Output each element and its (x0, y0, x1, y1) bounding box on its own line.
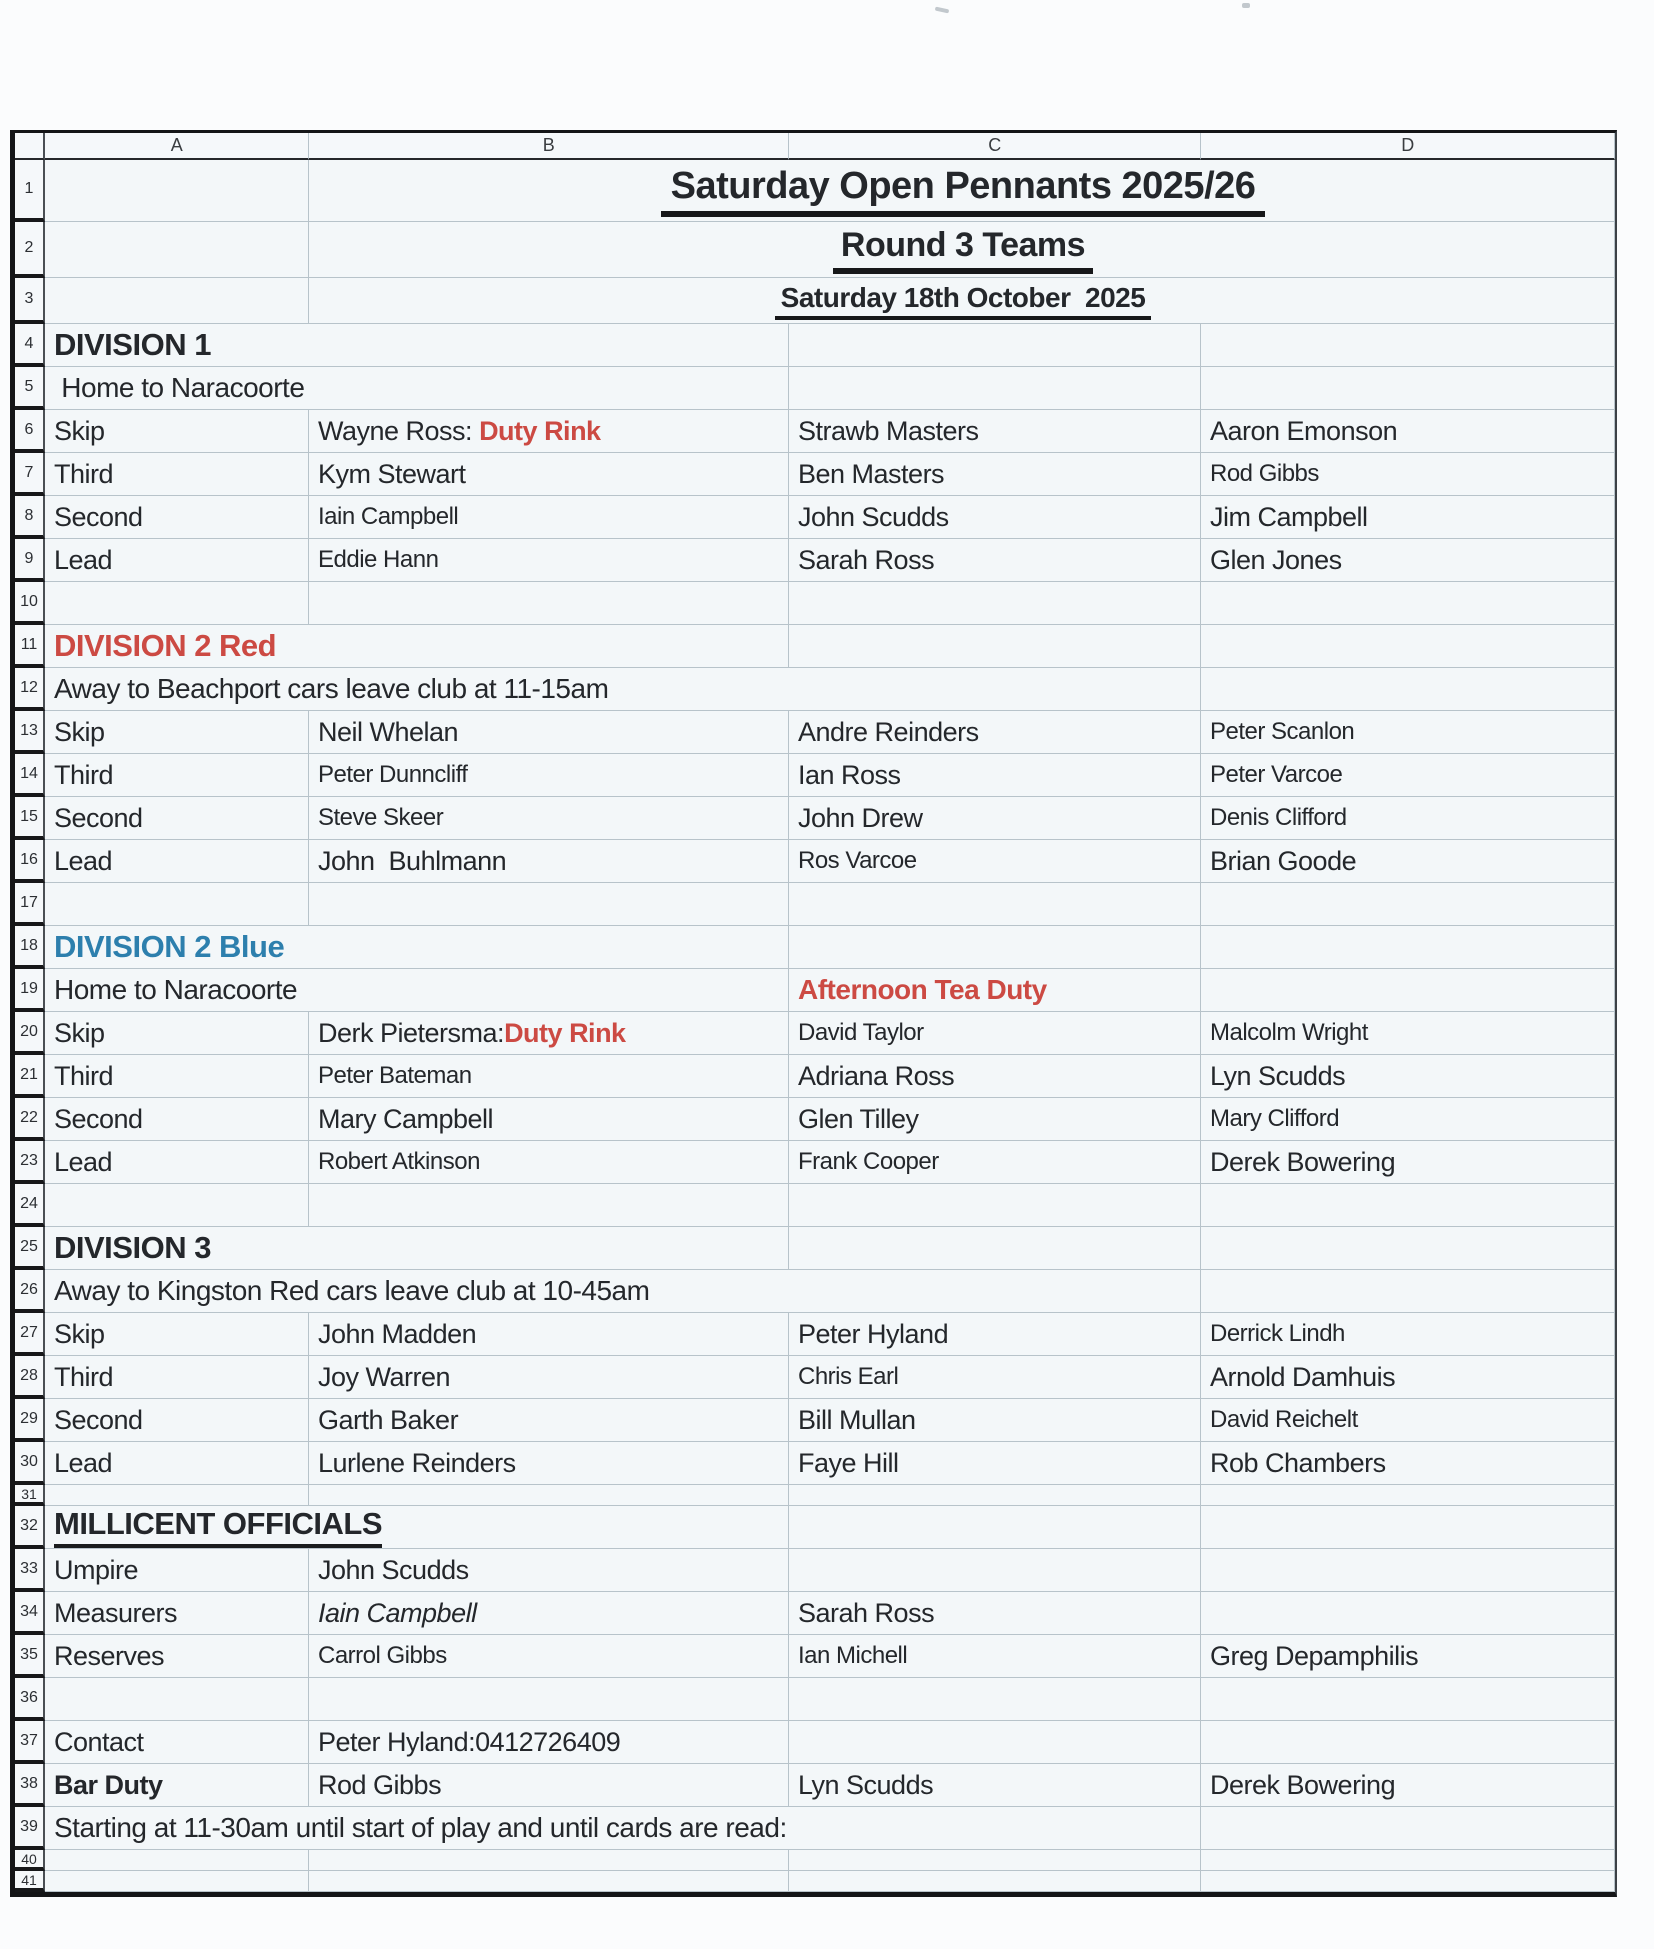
sheet-row-18 (15, 926, 1615, 969)
cell-a6: Skip (45, 410, 309, 453)
cell-d21: Lyn Scudds (1201, 1055, 1615, 1098)
cell-b13: Neil Whelan (309, 711, 789, 754)
row-number: 21 (15, 1055, 45, 1098)
cell-d37 (1201, 1721, 1615, 1764)
sheet-row-36 (15, 1678, 1615, 1721)
cell-b21: Peter Bateman (309, 1055, 789, 1098)
cell-c20: David Taylor (789, 1012, 1201, 1055)
cell-b29: Garth Baker (309, 1399, 789, 1442)
cell-a36 (45, 1678, 309, 1721)
sheet-row-25 (15, 1227, 1615, 1270)
cell-c8: John Scudds (789, 496, 1201, 539)
cell-d38: Derek Bowering (1201, 1764, 1615, 1807)
row-number: 19 (15, 969, 45, 1012)
cell-d22: Mary Clifford (1201, 1098, 1615, 1141)
row-number: 3 (15, 278, 45, 324)
cell-d32 (1201, 1506, 1615, 1549)
cell-d35: Greg Depamphilis (1201, 1635, 1615, 1678)
cell-b17 (309, 883, 789, 926)
row-number: 10 (15, 582, 45, 625)
cell-a15: Second (45, 797, 309, 840)
column-header-c: C (789, 133, 1201, 160)
column-header-b: B (309, 133, 789, 160)
row-number: 34 (15, 1592, 45, 1635)
cell-c38: Lyn Scudds (789, 1764, 1201, 1807)
cell-d30: Rob Chambers (1201, 1442, 1615, 1485)
cell-d33 (1201, 1549, 1615, 1592)
cell-a24 (45, 1184, 309, 1227)
cell-d24 (1201, 1184, 1615, 1227)
cell-d19 (1201, 969, 1615, 1012)
cell-ab11: DIVISION 2 Red (45, 625, 789, 668)
cell-a1 (45, 160, 309, 222)
cell-d20: Malcolm Wright (1201, 1012, 1615, 1055)
sheet-row-31 (15, 1485, 1615, 1506)
cell-d39 (1201, 1807, 1615, 1850)
row-number: 4 (15, 324, 45, 367)
cell-c18 (789, 926, 1201, 969)
cell-b35: Carrol Gibbs (309, 1635, 789, 1678)
sheet-row-10 (15, 582, 1615, 625)
cell-b40 (309, 1850, 789, 1871)
cell-d15: Denis Clifford (1201, 797, 1615, 840)
row-number: 31 (15, 1485, 45, 1506)
row-number: 20 (15, 1012, 45, 1055)
row-number: 25 (15, 1227, 45, 1270)
cell-c21: Adriana Ross (789, 1055, 1201, 1098)
cell-a21: Third (45, 1055, 309, 1098)
cell-d29: David Reichelt (1201, 1399, 1615, 1442)
cell-c11 (789, 625, 1201, 668)
sheet-row-19 (15, 969, 1615, 1012)
row-number: 26 (15, 1270, 45, 1313)
cell-d14: Peter Varcoe (1201, 754, 1615, 797)
cell-c32 (789, 1506, 1201, 1549)
sheet-row-17 (15, 883, 1615, 926)
cell-d18 (1201, 926, 1615, 969)
sheet-grid (15, 160, 1615, 1892)
sheet-row-24 (15, 1184, 1615, 1227)
cell-b23: Robert Atkinson (309, 1141, 789, 1184)
row-number: 11 (15, 625, 45, 668)
cell-d7: Rod Gibbs (1201, 453, 1615, 496)
cell-d27: Derrick Lindh (1201, 1313, 1615, 1356)
sheet-row-21 (15, 1055, 1615, 1098)
cell-b10 (309, 582, 789, 625)
cell-d6: Aaron Emonson (1201, 410, 1615, 453)
sheet-row-11 (15, 625, 1615, 668)
cell-b16: John Buhlmann (309, 840, 789, 883)
cell-bd3: Saturday 18th October 2025 (309, 278, 1615, 324)
sheet-row-5 (15, 367, 1615, 410)
cell-c19: Afternoon Tea Duty (789, 969, 1201, 1012)
cell-c24 (789, 1184, 1201, 1227)
sheet-row-14 (15, 754, 1615, 797)
row-number: 22 (15, 1098, 45, 1141)
cell-c25 (789, 1227, 1201, 1270)
cell-ab18: DIVISION 2 Blue (45, 926, 789, 969)
sheet-row-4 (15, 324, 1615, 367)
sheet-row-8 (15, 496, 1615, 539)
cell-a35: Reserves (45, 1635, 309, 1678)
cell-b27: John Madden (309, 1313, 789, 1356)
cell-d34 (1201, 1592, 1615, 1635)
cell-b24 (309, 1184, 789, 1227)
row-number: 7 (15, 453, 45, 496)
cell-c22: Glen Tilley (789, 1098, 1201, 1141)
cell-c15: John Drew (789, 797, 1201, 840)
row-number: 14 (15, 754, 45, 797)
cell-c9: Sarah Ross (789, 539, 1201, 582)
cell-a8: Second (45, 496, 309, 539)
cell-a37: Contact (45, 1721, 309, 1764)
row-number: 39 (15, 1807, 45, 1850)
cell-d41 (1201, 1871, 1615, 1892)
sheet-row-30 (15, 1442, 1615, 1485)
row-number: 9 (15, 539, 45, 582)
scan-artifact (1242, 3, 1250, 8)
cell-b14: Peter Dunncliff (309, 754, 789, 797)
cell-c41 (789, 1871, 1201, 1892)
cell-d12 (1201, 668, 1615, 711)
cell-b28: Joy Warren (309, 1356, 789, 1399)
sheet-row-22 (15, 1098, 1615, 1141)
cell-a29: Second (45, 1399, 309, 1442)
cell-c14: Ian Ross (789, 754, 1201, 797)
cell-b8: Iain Campbell (309, 496, 789, 539)
cell-c4 (789, 324, 1201, 367)
row-number: 6 (15, 410, 45, 453)
sheet-row-13 (15, 711, 1615, 754)
cell-d5 (1201, 367, 1615, 410)
cell-d36 (1201, 1678, 1615, 1721)
column-header-row (15, 133, 1615, 160)
cell-a10 (45, 582, 309, 625)
cell-a20: Skip (45, 1012, 309, 1055)
cell-a3 (45, 278, 309, 324)
cell-c37 (789, 1721, 1201, 1764)
cell-a41 (45, 1871, 309, 1892)
cell-c30: Faye Hill (789, 1442, 1201, 1485)
sheet-row-15 (15, 797, 1615, 840)
sheet-row-39 (15, 1807, 1615, 1850)
cell-a16: Lead (45, 840, 309, 883)
cell-c16: Ros Varcoe (789, 840, 1201, 883)
row-number: 30 (15, 1442, 45, 1485)
cell-a2 (45, 222, 309, 278)
cell-b9: Eddie Hann (309, 539, 789, 582)
row-number: 40 (15, 1850, 45, 1871)
cell-c36 (789, 1678, 1201, 1721)
row-number: 1 (15, 160, 45, 222)
row-number: 29 (15, 1399, 45, 1442)
sheet-row-28 (15, 1356, 1615, 1399)
cell-b41 (309, 1871, 789, 1892)
cell-a34: Measurers (45, 1592, 309, 1635)
cell-ab4: DIVISION 1 (45, 324, 789, 367)
cell-c40 (789, 1850, 1201, 1871)
sheet-row-35 (15, 1635, 1615, 1678)
row-number: 36 (15, 1678, 45, 1721)
sheet-row-27 (15, 1313, 1615, 1356)
cell-ab19: Home to Naracoorte (45, 969, 789, 1012)
row-number: 38 (15, 1764, 45, 1807)
cell-a38: Bar Duty (45, 1764, 309, 1807)
cell-b30: Lurlene Reinders (309, 1442, 789, 1485)
cell-c34: Sarah Ross (789, 1592, 1201, 1635)
row-number: 5 (15, 367, 45, 410)
cell-d10 (1201, 582, 1615, 625)
cell-c31 (789, 1485, 1201, 1506)
cell-ab5: Home to Naracoorte (45, 367, 789, 410)
cell-a7: Third (45, 453, 309, 496)
cell-d25 (1201, 1227, 1615, 1270)
cell-bd2: Round 3 Teams (309, 222, 1615, 278)
cell-a30: Lead (45, 1442, 309, 1485)
cell-c28: Chris Earl (789, 1356, 1201, 1399)
sheet-row-34 (15, 1592, 1615, 1635)
corner-cell (15, 133, 45, 160)
sheet-row-40 (15, 1850, 1615, 1871)
row-number: 2 (15, 222, 45, 278)
cell-ac39: Starting at 11-30am until start of play and until cards are read: (45, 1807, 1201, 1850)
row-number: 15 (15, 797, 45, 840)
scan-artifact (935, 7, 950, 14)
column-header-d: D (1201, 133, 1615, 160)
cell-d4 (1201, 324, 1615, 367)
cell-b6: Wayne Ross: Duty Rink (309, 410, 789, 453)
row-number: 27 (15, 1313, 45, 1356)
cell-a22: Second (45, 1098, 309, 1141)
cell-a33: Umpire (45, 1549, 309, 1592)
row-number: 18 (15, 926, 45, 969)
column-header-a: A (45, 133, 309, 160)
cell-ac12: Away to Beachport cars leave club at 11-15am (45, 668, 1201, 711)
cell-a40 (45, 1850, 309, 1871)
cell-bd1: Saturday Open Pennants 2025/26 (309, 160, 1615, 222)
cell-ab25: DIVISION 3 (45, 1227, 789, 1270)
cell-c7: Ben Masters (789, 453, 1201, 496)
cell-a27: Skip (45, 1313, 309, 1356)
cell-b15: Steve Skeer (309, 797, 789, 840)
cell-d9: Glen Jones (1201, 539, 1615, 582)
cell-c23: Frank Cooper (789, 1141, 1201, 1184)
row-number: 12 (15, 668, 45, 711)
sheet-row-1 (15, 160, 1615, 222)
sheet-row-9 (15, 539, 1615, 582)
spreadsheet-scan (10, 130, 1617, 1897)
sheet-row-16 (15, 840, 1615, 883)
cell-b7: Kym Stewart (309, 453, 789, 496)
sheet-row-2 (15, 222, 1615, 278)
cell-d31 (1201, 1485, 1615, 1506)
cell-b33: John Scudds (309, 1549, 789, 1592)
sheet-row-6 (15, 410, 1615, 453)
sheet-row-26 (15, 1270, 1615, 1313)
cell-a31 (45, 1485, 309, 1506)
sheet-row-37 (15, 1721, 1615, 1764)
sheet-row-32 (15, 1506, 1615, 1549)
cell-d16: Brian Goode (1201, 840, 1615, 883)
cell-d26 (1201, 1270, 1615, 1313)
cell-b34: Iain Campbell (309, 1592, 789, 1635)
cell-b37: Peter Hyland:0412726409 (309, 1721, 789, 1764)
row-number: 24 (15, 1184, 45, 1227)
cell-c10 (789, 582, 1201, 625)
cell-d8: Jim Campbell (1201, 496, 1615, 539)
cell-a28: Third (45, 1356, 309, 1399)
cell-a17 (45, 883, 309, 926)
row-number: 8 (15, 496, 45, 539)
cell-a13: Skip (45, 711, 309, 754)
sheet-row-23 (15, 1141, 1615, 1184)
row-number: 23 (15, 1141, 45, 1184)
row-number: 35 (15, 1635, 45, 1678)
cell-d11 (1201, 625, 1615, 668)
cell-c33 (789, 1549, 1201, 1592)
cell-d40 (1201, 1850, 1615, 1871)
cell-ab32: MILLICENT OFFICIALS (45, 1506, 789, 1549)
sheet-row-29 (15, 1399, 1615, 1442)
cell-b20: Derk Pietersma: Duty Rink (309, 1012, 789, 1055)
cell-b36 (309, 1678, 789, 1721)
row-number: 41 (15, 1871, 45, 1892)
cell-c29: Bill Mullan (789, 1399, 1201, 1442)
sheet-row-7 (15, 453, 1615, 496)
sheet-row-12 (15, 668, 1615, 711)
row-number: 13 (15, 711, 45, 754)
cell-d23: Derek Bowering (1201, 1141, 1615, 1184)
cell-d28: Arnold Damhuis (1201, 1356, 1615, 1399)
sheet-row-33 (15, 1549, 1615, 1592)
cell-d13: Peter Scanlon (1201, 711, 1615, 754)
sheet-row-20 (15, 1012, 1615, 1055)
row-number: 17 (15, 883, 45, 926)
cell-c13: Andre Reinders (789, 711, 1201, 754)
cell-ac26: Away to Kingston Red cars leave club at 10-45am (45, 1270, 1201, 1313)
cell-a9: Lead (45, 539, 309, 582)
cell-c35: Ian Michell (789, 1635, 1201, 1678)
cell-c27: Peter Hyland (789, 1313, 1201, 1356)
cell-c5 (789, 367, 1201, 410)
row-number: 37 (15, 1721, 45, 1764)
cell-b38: Rod Gibbs (309, 1764, 789, 1807)
cell-b22: Mary Campbell (309, 1098, 789, 1141)
row-number: 16 (15, 840, 45, 883)
cell-b31 (309, 1485, 789, 1506)
row-number: 33 (15, 1549, 45, 1592)
row-number: 32 (15, 1506, 45, 1549)
cell-c17 (789, 883, 1201, 926)
cell-a14: Third (45, 754, 309, 797)
sheet-row-38 (15, 1764, 1615, 1807)
cell-c6: Strawb Masters (789, 410, 1201, 453)
cell-d17 (1201, 883, 1615, 926)
sheet-row-3 (15, 278, 1615, 324)
row-number: 28 (15, 1356, 45, 1399)
cell-a23: Lead (45, 1141, 309, 1184)
sheet-row-41 (15, 1871, 1615, 1892)
